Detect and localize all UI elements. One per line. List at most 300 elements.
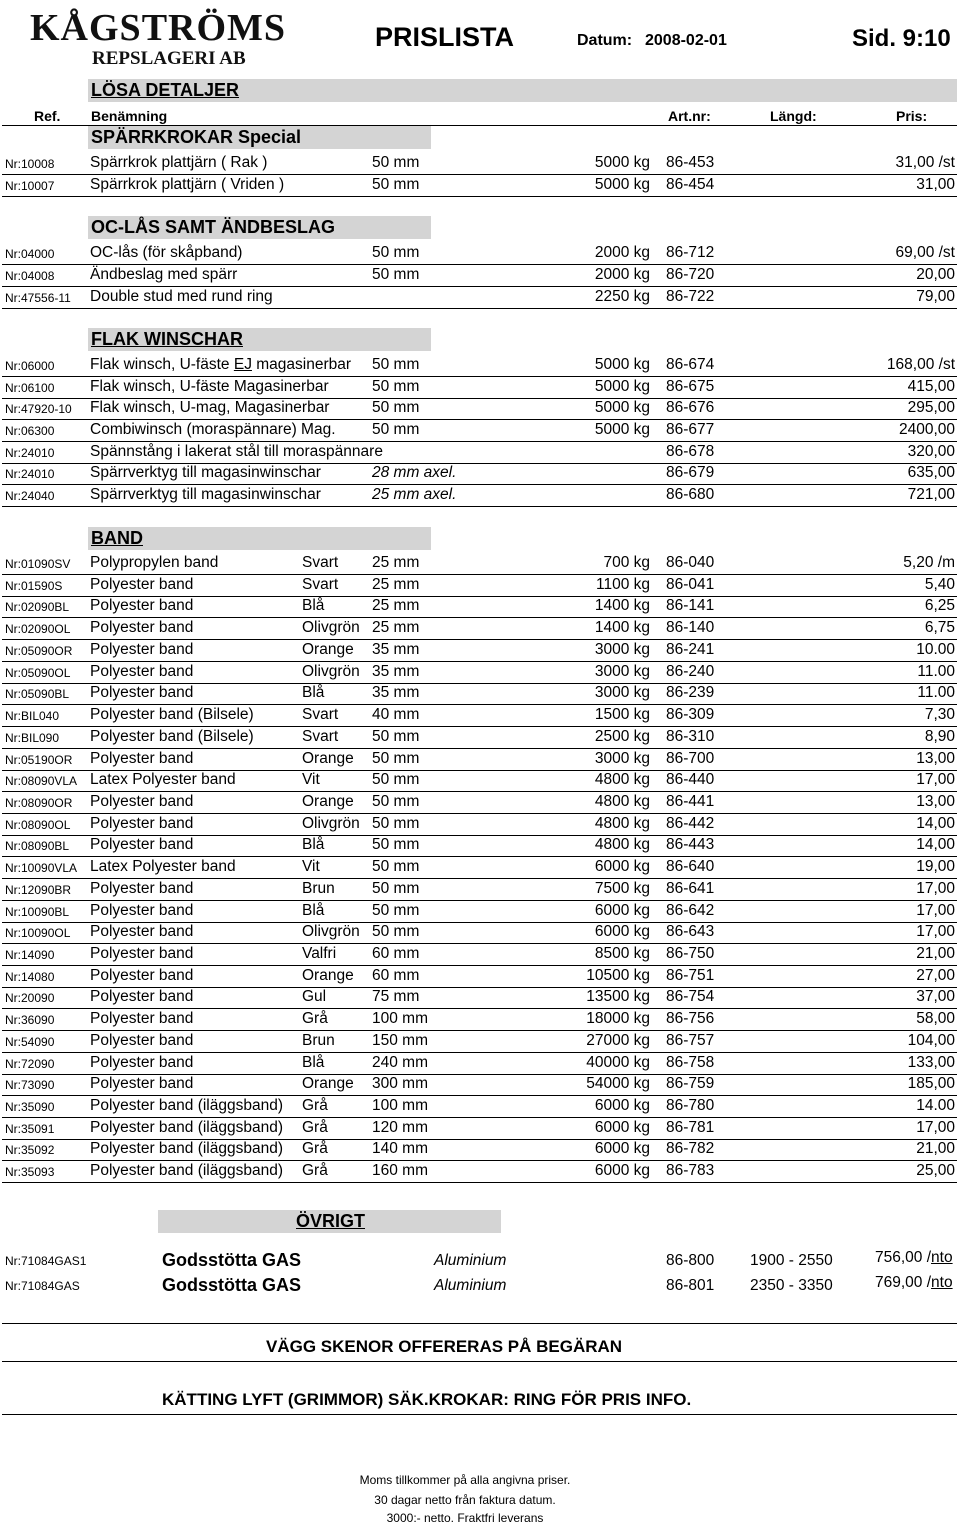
price-cell: 13,00	[916, 792, 955, 810]
name-cell: Polyester band	[90, 792, 194, 810]
table-row	[2, 769, 957, 792]
ref-cell: Nr:35093	[5, 1165, 55, 1180]
capacity-cell: 2500 kg	[594, 727, 650, 745]
price-cell: 25,00	[916, 1162, 955, 1180]
ref-cell: Nr:54090	[5, 1034, 55, 1049]
ref-cell: Nr:12090BR	[5, 882, 72, 897]
price-cell: 17,00	[916, 879, 955, 897]
ref-cell: Nr:10090VLA	[5, 861, 78, 876]
color-cell: Olivgrön	[302, 662, 360, 680]
ref-cell: Nr:05090OR	[5, 643, 73, 658]
width-cell: 50 mm	[372, 266, 420, 283]
price-unit: nto	[931, 1249, 953, 1266]
table-row	[2, 617, 957, 640]
width-cell: 50 mm	[372, 814, 420, 832]
article-cell: 86-040	[666, 554, 715, 571]
table-row	[2, 878, 957, 901]
section-title-oc-las: OC-LÅS SAMT ÄNDBESLAG	[91, 217, 335, 237]
ref-cell: Nr:36090	[5, 1013, 55, 1028]
table-row	[2, 1117, 957, 1140]
price-value: 769,00 /	[875, 1274, 932, 1291]
name-part: Flak winsch, U-fäste	[90, 356, 234, 373]
width-cell: 100 mm	[372, 1010, 428, 1028]
article-cell: 86-310	[666, 727, 715, 745]
capacity-cell: 27000 kg	[586, 1031, 650, 1049]
name-cell: Polyester band	[90, 945, 194, 962]
color-cell: Grå	[302, 1010, 328, 1028]
article-cell: 86-780	[666, 1097, 715, 1114]
footer-vat: Moms tillkommer på alla angivna priser.	[359, 1473, 571, 1487]
width-cell: 50 mm	[372, 901, 420, 919]
price-cell: 5,20 /m	[903, 554, 955, 571]
price-cell: 37,00	[916, 988, 955, 1006]
name-cell: Latex Polyester band	[90, 771, 236, 789]
price-cell: 21,00	[916, 945, 955, 962]
article-cell: 86-759	[666, 1075, 715, 1093]
name-cell: Polyester band	[90, 597, 194, 615]
article-cell: 86-441	[666, 792, 715, 810]
table-row	[2, 1030, 957, 1053]
price-cell: 721,00	[907, 486, 955, 503]
color-cell: Vit	[302, 858, 320, 876]
name-cell: Latex Polyester band	[90, 858, 236, 876]
width-cell: 25 mm axel.	[372, 486, 457, 503]
section-title-ovrigt: ÖVRIGT	[296, 1211, 366, 1231]
ref-cell: Nr:01090SV	[5, 557, 71, 571]
capacity-cell: 1500 kg	[594, 706, 650, 723]
capacity-cell: 5000 kg	[594, 378, 650, 395]
name-cell: Ändbeslag med spärr	[90, 266, 238, 283]
article-cell: 86-677	[666, 421, 715, 438]
table-row	[2, 1008, 957, 1031]
main-section-title: LÖSA DETALJER	[91, 80, 240, 100]
capacity-cell: 4800 kg	[594, 836, 650, 854]
name-cell: Polyester band	[90, 1075, 194, 1093]
name-cell: Polyester band (Bilsele)	[90, 706, 254, 723]
column-name: Benämning	[91, 108, 168, 124]
article-cell: 86-240	[666, 662, 715, 680]
capacity-cell: 10500 kg	[586, 966, 650, 984]
table-row	[2, 174, 957, 197]
width-cell: 50 mm	[372, 378, 420, 395]
notice-divider	[2, 1361, 957, 1362]
article-cell: 86-453	[666, 154, 715, 171]
price-cell: 17,00	[916, 1118, 955, 1136]
capacity-cell: 2000 kg	[594, 266, 650, 283]
ref-cell: Nr:47920-10	[5, 402, 72, 416]
article-cell: 86-700	[666, 749, 715, 767]
ref-cell: Nr:73090	[5, 1078, 55, 1093]
ref-cell: Nr:71084GAS1	[5, 1254, 87, 1268]
company-logo-title: KÅGSTRÖMS	[30, 7, 287, 49]
ref-cell: Nr:10007	[5, 179, 55, 193]
table-row	[2, 376, 957, 399]
name-cell: Polyester band (iläggsband)	[90, 1140, 284, 1158]
name-cell	[90, 356, 351, 374]
width-cell: 50 mm	[372, 923, 420, 941]
ref-cell: Nr:05190OR	[5, 752, 73, 767]
name-cell: Spärrkrok plattjärn ( Vriden )	[90, 176, 285, 193]
column-length: Längd:	[770, 108, 817, 124]
name-cell: Spännstång i lakerat stål till moraspännare	[90, 443, 383, 460]
table-row	[2, 484, 957, 507]
article-cell: 86-643	[666, 923, 715, 941]
article-cell: 86-239	[666, 684, 715, 702]
table-row	[2, 1073, 957, 1096]
width-cell: 50 mm	[372, 858, 420, 876]
color-cell: Svart	[302, 706, 339, 723]
width-cell: 75 mm	[372, 988, 420, 1006]
table-row	[2, 397, 957, 420]
width-cell: 50 mm	[372, 176, 420, 193]
capacity-cell: 18000 kg	[586, 1010, 650, 1028]
article-cell: 86-783	[666, 1162, 715, 1180]
ref-cell: Nr:BIL090	[5, 730, 60, 745]
price-unit: nto	[931, 1274, 953, 1291]
price-cell: 8,90	[924, 727, 955, 745]
name-cell: Polyester band (iläggsband)	[90, 1162, 284, 1180]
name-cell: Polyester band	[90, 966, 194, 984]
name-cell: Spärrverktyg till magasinwinschar	[90, 486, 321, 503]
color-cell: Brun	[302, 879, 335, 897]
ref-cell: Nr:05090OL	[5, 665, 71, 680]
article-cell: 86-140	[666, 619, 715, 637]
capacity-cell: 5000 kg	[594, 399, 650, 416]
notice-divider	[2, 1414, 957, 1415]
date-label: Datum:	[577, 32, 633, 49]
color-cell: Blå	[302, 836, 325, 854]
capacity-cell: 3000 kg	[594, 662, 650, 680]
table-row	[2, 354, 957, 377]
article-cell: 86-241	[666, 640, 715, 658]
ref-cell: Nr:BIL040	[5, 709, 60, 723]
capacity-cell: 5000 kg	[594, 154, 650, 171]
table-row	[2, 1052, 957, 1075]
name-cell: Polypropylen band	[90, 554, 219, 571]
ref-cell: Nr:02090BL	[5, 600, 70, 615]
article-cell: 86-443	[666, 836, 715, 854]
column-price: Pris:	[896, 108, 928, 124]
ref-cell: Nr:24040	[5, 489, 55, 503]
length-cell: 1900 - 2550	[750, 1252, 833, 1269]
width-cell: 50 mm	[372, 421, 420, 438]
color-cell: Blå	[302, 901, 325, 919]
width-cell: 25 mm	[372, 554, 420, 571]
table-row	[2, 595, 957, 618]
color-cell: Grå	[302, 1162, 328, 1180]
article-cell: 86-676	[666, 399, 715, 416]
ref-cell: Nr:24010	[5, 446, 55, 460]
width-cell: 60 mm	[372, 966, 420, 984]
width-cell: 120 mm	[372, 1118, 428, 1136]
page-number: Sid. 9:10	[852, 25, 951, 52]
ref-cell: Nr:71084GAS	[5, 1279, 80, 1293]
price-cell: 133,00	[907, 1053, 955, 1071]
name-cell: Polyester band (Bilsele)	[90, 727, 254, 745]
width-cell: 25 mm	[372, 575, 420, 593]
price-cell: 320,00	[907, 443, 955, 460]
width-cell: 50 mm	[372, 154, 420, 171]
table-row	[2, 856, 957, 879]
notice-chain-lift: KÄTTING LYFT (GRIMMOR) SÄK.KROKAR: RING FÖR PRIS INFO.	[162, 1390, 692, 1409]
table-row	[2, 441, 957, 464]
article-cell: 86-041	[666, 575, 715, 593]
ref-cell: Nr:04008	[5, 269, 55, 283]
price-cell: 635,00	[907, 464, 955, 481]
section-title-flak-winschar: FLAK WINSCHAR	[91, 329, 243, 349]
price-cell: 17,00	[916, 901, 955, 919]
price-cell: 11.00	[917, 684, 955, 702]
name-cell: Spärrkrok plattjärn ( Rak )	[90, 154, 268, 171]
name-cell: Godsstötta GAS	[162, 1250, 302, 1270]
name-cell: Polyester band (iläggsband)	[90, 1118, 284, 1136]
capacity-cell: 4800 kg	[594, 814, 650, 832]
table-row	[2, 152, 957, 175]
material-cell: Aluminium	[434, 1277, 507, 1294]
name-cell: Polyester band	[90, 1053, 194, 1071]
article-cell: 86-680	[666, 486, 715, 503]
name-cell: Polyester band	[90, 640, 194, 658]
ref-cell: Nr:06100	[5, 381, 55, 395]
name-cell: Polyester band	[90, 749, 194, 767]
article-cell: 86-782	[666, 1140, 715, 1158]
name-cell: Polyester band	[90, 879, 194, 897]
ref-cell: Nr:10090OL	[5, 926, 71, 941]
price-cell: 14,00	[916, 814, 955, 832]
table-row	[2, 639, 957, 662]
price-cell: 17,00	[916, 923, 955, 941]
price-cell: 31,00 /st	[895, 154, 955, 171]
width-cell: 50 mm	[372, 356, 420, 373]
color-cell: Orange	[302, 966, 354, 984]
ref-cell: Nr:35092	[5, 1143, 55, 1158]
price-cell: 415,00	[907, 378, 955, 395]
table-row	[2, 1160, 957, 1183]
color-cell: Blå	[302, 1053, 325, 1071]
ref-cell: Nr:14080	[5, 969, 55, 984]
length-cell: 2350 - 3350	[750, 1277, 833, 1294]
article-cell: 86-675	[666, 378, 715, 395]
ref-cell: Nr:01590S	[5, 578, 63, 593]
article-cell: 86-801	[666, 1277, 715, 1294]
article-cell: 86-678	[666, 443, 715, 460]
column-art: Art.nr:	[668, 108, 711, 124]
width-cell: 60 mm	[372, 945, 420, 962]
ref-cell: Nr:35091	[5, 1121, 55, 1136]
ref-cell: Nr:20090	[5, 991, 55, 1006]
name-cell: Polyester band	[90, 1031, 194, 1049]
price-cell: 58,00	[916, 1010, 955, 1028]
article-cell: 86-640	[666, 858, 715, 876]
color-cell: Vit	[302, 771, 320, 789]
article-cell: 86-679	[666, 464, 715, 481]
company-logo-subtitle: REPSLAGERI AB	[92, 48, 246, 69]
article-cell: 86-674	[666, 356, 715, 373]
width-cell: 160 mm	[372, 1162, 428, 1180]
capacity-cell: 3000 kg	[594, 684, 650, 702]
width-cell: 50 mm	[372, 771, 420, 789]
ref-cell: Nr:10008	[5, 157, 55, 171]
table-row	[2, 574, 957, 597]
name-cell: Polyester band	[90, 684, 194, 702]
table-row	[2, 682, 957, 705]
price-cell: 13,00	[916, 749, 955, 767]
ref-cell: Nr:06000	[5, 359, 55, 373]
price-cell: 185,00	[907, 1075, 955, 1093]
width-cell: 25 mm	[372, 597, 420, 615]
name-cell: Polyester band	[90, 1010, 194, 1028]
price-cell: 14.00	[916, 1097, 955, 1114]
name-cell: Polyester band (iläggsband)	[90, 1097, 284, 1114]
article-cell: 86-750	[666, 945, 715, 962]
ref-cell: Nr:08090OR	[5, 795, 73, 810]
article-cell: 86-442	[666, 814, 715, 832]
price-cell: 17,00	[916, 771, 955, 789]
name-cell: OC-lås (för skåpband)	[90, 244, 243, 261]
name-cell: Polyester band	[90, 814, 194, 832]
name-cell: Combiwinsch (moraspännare) Mag.	[90, 421, 336, 438]
date-value: 2008-02-01	[645, 32, 727, 49]
width-cell: 25 mm	[372, 619, 420, 637]
capacity-cell: 5000 kg	[594, 421, 650, 438]
notice-divider	[2, 1323, 957, 1324]
article-cell: 86-642	[666, 901, 715, 919]
capacity-cell: 2250 kg	[594, 288, 650, 305]
name-cell: Polyester band	[90, 575, 194, 593]
price-cell: 69,00 /st	[895, 244, 955, 261]
capacity-cell: 40000 kg	[586, 1053, 650, 1071]
section-title-sparrkrokar: SPÄRRKROKAR Special	[91, 127, 302, 147]
color-cell: Grå	[302, 1118, 328, 1136]
width-cell: 50 mm	[372, 244, 420, 261]
table-row	[2, 813, 957, 836]
table-row	[2, 1138, 957, 1161]
table-row	[2, 986, 957, 1009]
capacity-cell: 6000 kg	[594, 923, 650, 941]
article-cell: 86-440	[666, 771, 715, 789]
table-row	[2, 726, 957, 749]
price-cell: 7,30	[924, 706, 955, 723]
ref-cell: Nr:06300	[5, 424, 55, 438]
name-cell: Spärrverktyg till magasinwinschar	[90, 464, 321, 481]
price-cell	[875, 1249, 953, 1267]
footer-shipping: 3000:- netto. Fraktfri leverans	[386, 1511, 544, 1525]
capacity-cell: 5000 kg	[594, 176, 650, 193]
article-cell: 86-781	[666, 1118, 715, 1136]
name-cell: Polyester band	[90, 836, 194, 854]
capacity-cell: 6000 kg	[594, 1118, 650, 1136]
width-cell: 50 mm	[372, 836, 420, 854]
ref-cell: Nr:10090BL	[5, 904, 70, 919]
color-cell: Olivgrön	[302, 619, 360, 637]
width-cell: 140 mm	[372, 1140, 428, 1158]
capacity-cell: 54000 kg	[586, 1075, 650, 1093]
article-cell: 86-751	[666, 966, 715, 984]
name-cell: Polyester band	[90, 901, 194, 919]
article-cell: 86-800	[666, 1252, 715, 1269]
width-cell: 35 mm	[372, 684, 420, 702]
table-row	[2, 748, 957, 771]
price-cell: 168,00 /st	[886, 356, 955, 373]
article-cell: 86-720	[666, 266, 715, 283]
price-cell: 19,00	[916, 858, 955, 876]
price-cell: 27,00	[916, 966, 955, 984]
name-cell: Double stud med rund ring	[90, 288, 273, 305]
price-cell: 2400,00	[898, 421, 955, 438]
name-cell: Flak winsch, U-mag, Magasinerbar	[90, 399, 330, 416]
article-cell: 86-309	[666, 706, 715, 723]
color-cell: Svart	[302, 554, 339, 571]
article-cell: 86-754	[666, 988, 715, 1006]
capacity-cell: 3000 kg	[594, 749, 650, 767]
color-cell: Orange	[302, 792, 354, 810]
ref-cell: Nr:08090BL	[5, 839, 70, 854]
price-value: 756,00 /	[875, 1249, 932, 1266]
color-cell: Olivgrön	[302, 923, 360, 941]
capacity-cell: 700 kg	[603, 554, 650, 571]
width-cell: 100 mm	[372, 1097, 428, 1114]
width-cell: 240 mm	[372, 1053, 428, 1071]
capacity-cell: 3000 kg	[594, 640, 650, 658]
name-cell: Polyester band	[90, 619, 194, 637]
capacity-cell: 6000 kg	[594, 1097, 650, 1114]
ref-cell: Nr:35090	[5, 1100, 55, 1114]
table-row	[2, 661, 957, 684]
article-cell: 86-757	[666, 1031, 715, 1049]
table-row	[2, 921, 957, 944]
width-cell: 50 mm	[372, 879, 420, 897]
width-cell: 50 mm	[372, 792, 420, 810]
capacity-cell: 8500 kg	[594, 945, 650, 962]
ref-cell: Nr:47556-11	[5, 291, 71, 305]
capacity-cell: 6000 kg	[594, 1140, 650, 1158]
name-emphasis: EJ	[233, 356, 252, 373]
color-cell: Brun	[302, 1031, 335, 1049]
color-cell: Blå	[302, 684, 325, 702]
table-row	[2, 943, 957, 966]
price-cell: 14,00	[916, 836, 955, 854]
table-row	[2, 965, 957, 988]
capacity-cell: 4800 kg	[594, 771, 650, 789]
article-cell: 86-712	[666, 244, 715, 261]
table-row	[2, 791, 957, 814]
price-cell: 5,40	[924, 575, 955, 593]
capacity-cell: 4800 kg	[594, 792, 650, 810]
width-cell: 40 mm	[372, 706, 420, 723]
article-cell: 86-454	[666, 176, 715, 193]
width-cell: 50 mm	[372, 727, 420, 745]
ref-cell: Nr:72090	[5, 1056, 55, 1071]
ref-cell: Nr:02090OL	[5, 622, 71, 637]
color-cell: Grå	[302, 1097, 328, 1114]
capacity-cell: 6000 kg	[594, 858, 650, 876]
width-cell: 300 mm	[372, 1075, 428, 1093]
width-cell: 150 mm	[372, 1031, 428, 1049]
capacity-cell: 7500 kg	[594, 879, 650, 897]
footer-terms: 30 dagar netto från faktura datum.	[374, 1493, 556, 1507]
name-cell: Polyester band	[90, 923, 194, 941]
color-cell: Grå	[302, 1140, 328, 1158]
table-row	[2, 242, 957, 265]
width-cell: 50 mm	[372, 749, 420, 767]
capacity-cell: 6000 kg	[594, 901, 650, 919]
article-cell: 86-141	[666, 597, 715, 615]
name-cell: Polyester band	[90, 662, 194, 680]
column-ref: Ref.	[34, 108, 61, 124]
width-cell: 35 mm	[372, 640, 420, 658]
price-cell: 6,25	[924, 597, 955, 615]
price-cell: 104,00	[907, 1031, 955, 1049]
